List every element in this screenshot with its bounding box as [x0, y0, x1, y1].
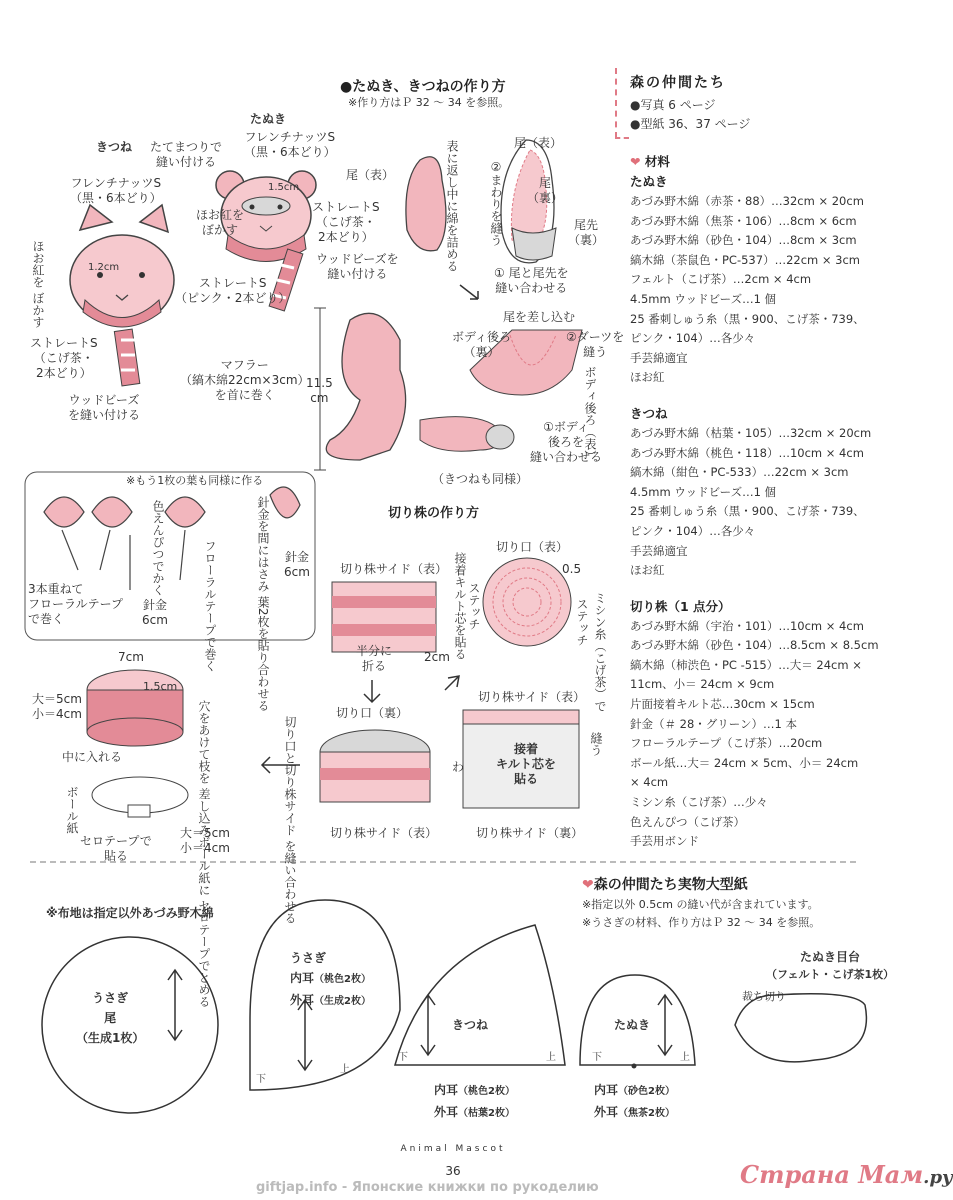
rabbit-ear-label: うさぎ 内耳（桃色2枚） 外耳（生成2枚） — [290, 951, 371, 1007]
down-mark: 下 — [592, 1052, 602, 1063]
sew-side-label: 切り口と切り株サイド を縫い合わせる — [283, 716, 297, 924]
material-line: あづみ野木綿（赤茶・88）…32cm × 20cm — [630, 194, 864, 208]
material-line: あづみ野木綿（砂色・104）…8.5cm × 8.5cm — [630, 638, 879, 653]
heart-icon: ❤ — [582, 877, 594, 893]
tanuki-label-2: フレンチナッツS （黒・6本どり） — [244, 130, 336, 159]
wire-6b-label: 針金 6cm — [142, 598, 168, 627]
material-line: 縞木綿（茶鼠色・PC-537）…22cm × 3cm — [630, 252, 861, 267]
tail-outside-label: 尾（表） — [514, 136, 563, 150]
fox-label-1: フレンチナッツS （黒・6本どり） — [70, 176, 162, 205]
tanuki-title: たぬき — [250, 112, 287, 126]
tanuki-ear-parts: 内耳（砂色2枚） 外耳（焦茶2枚） — [594, 1083, 675, 1119]
insert-label: 尾を差し込む — [503, 310, 576, 324]
height-label: 11.5 cm — [306, 376, 333, 405]
leaf-note: ※もう1枚の葉も同様に作る — [126, 474, 264, 487]
material-line: ミシン糸（こげ茶）…少々 — [630, 795, 768, 810]
tanuki-label-1: たてまつりで 縫い付ける — [150, 140, 223, 169]
up-mark: 上 — [546, 1052, 556, 1063]
tail-label: 尾（表） — [346, 168, 395, 182]
hole-label: 穴をあけて枝を 差し込みボール紙に セロテープでとめる — [197, 700, 211, 1008]
color-label: 色えんぴつでかく — [151, 500, 165, 596]
side-ura-label: 切り株サイド（裏） — [476, 826, 584, 840]
sidebar-title: 森の仲間たち — [630, 75, 726, 91]
machine-label: ミシン糸（こげ茶）で — [593, 592, 607, 712]
eye-label: たぬき目台 （フェルト・こげ茶1枚） — [766, 950, 895, 981]
patterns-note-2: ※うさぎの材料、作り方はＰ 32 ～ 34 を参照。 — [582, 916, 821, 929]
tail-back-label: 尾 （裏） — [527, 176, 564, 205]
down-mark: 下 — [256, 1074, 266, 1085]
wa-label: わ — [452, 760, 465, 774]
board-label: ボール紙 — [65, 786, 79, 834]
material-line: 4.5mm ウッドビーズ…1 個 — [630, 484, 777, 499]
put-in-label: 中に入れる — [62, 750, 123, 764]
fox-ear-label: きつね — [452, 1018, 489, 1032]
page-number: 36 — [445, 1164, 461, 1178]
material-line: 片面接着キルト芯…30cm × 15cm — [630, 697, 815, 712]
material-line: フローラルテープ（こげ茶）…20cm — [630, 736, 823, 751]
patterns-note-1: ※指定以外 0.5cm の縫い代が含まれています。 — [582, 898, 819, 911]
tape-label: セロテープで 貼る — [80, 834, 152, 863]
dim-05-label: 0.5 — [562, 562, 582, 576]
material-line: あづみ野木綿（砂色・104）…8cm × 3cm — [630, 233, 857, 248]
dim-15-label: 1.5cm — [143, 680, 178, 693]
photo-ref: ●写真 6 ページ — [630, 98, 716, 112]
material-line: フェルト（こげ茶）…2cm × 4cm — [630, 272, 812, 287]
quilt2-label: 接着 キルト芯を 貼る — [496, 742, 556, 786]
stuff-label: 表に返し中に綿を詰める — [445, 140, 459, 272]
material-line: あづみ野木綿（枯葉・105）…32cm × 20cm — [630, 425, 872, 440]
material-line: 11cm、小＝ 24cm × 9cm — [630, 677, 775, 692]
fox-label-4: ストレートS （ピンク・2本どり） — [175, 276, 291, 305]
side-front-label: 切り株サイド（表） — [340, 562, 448, 576]
logo: Страна Мам.ру — [740, 1160, 953, 1189]
cut-label: 裁ち切り — [742, 990, 786, 1003]
cut-back-label: 切り口（裏） — [336, 706, 409, 720]
tanuki-label-6: ウッドビーズを 縫い付ける — [316, 252, 399, 281]
fox-label-size: 1.2cm — [88, 262, 120, 273]
material-line: 縞木綿（柿渋色・PC -515）…大＝ 24cm × — [630, 657, 862, 672]
fox-label-5: ストレートS （こげ茶・ 2本どり） — [30, 336, 98, 380]
pattern-ref: ●型紙 36、37 ページ — [630, 117, 751, 131]
material-line: 4.5mm ウッドビーズ…1 個 — [630, 291, 777, 306]
material-line: 縞木綿（紺色・PC-533）…22cm × 3cm — [630, 465, 849, 480]
material-line: あづみ野木綿（焦茶・106）…8cm × 6cm — [630, 213, 857, 228]
half-label: 半分に 折る — [356, 644, 393, 673]
material-line: 手芸綿適宜 — [630, 543, 688, 558]
rabbit-tail-label: うさぎ 尾 （生成1枚） — [76, 991, 145, 1045]
body-back-label: ボディ後ろ （裏） — [452, 330, 512, 359]
reference-note: ※作り方はＰ 32 ～ 34 を参照。 — [348, 96, 510, 109]
patterns-title: ❤森の仲間たち実物大型紙 — [582, 877, 748, 893]
materials-group-stump-name: 切り株（1 点分） — [630, 598, 731, 614]
quilt-label: 接着キルト芯を貼る — [453, 552, 467, 660]
heart-icon: ❤ — [630, 154, 641, 169]
tanuki-label-5: ストレートS （こげ茶・ 2本どり） — [312, 200, 380, 244]
series-label: Animal Mascot — [400, 1144, 506, 1154]
dim-2-label: 2cm — [424, 650, 450, 664]
side-back2-label: 切り株サイド（表） — [478, 690, 586, 704]
material-line: あづみ野木綿（桃色・118）…10cm × 4cm — [630, 445, 864, 460]
up-mark: 上 — [680, 1052, 690, 1063]
fox-label-6: ウッドビーズ を縫い付ける — [68, 393, 141, 422]
section-title: ●たぬき、きつねの作り方 — [340, 79, 506, 95]
material-line: × 4cm — [630, 775, 669, 790]
material-line: 手芸用ボンド — [630, 834, 699, 849]
dart-label: ②ダーツを 縫う — [566, 330, 625, 359]
same-label: （きつねも同様） — [432, 472, 529, 486]
stitch-label: ステッチ — [467, 582, 481, 630]
material-line: 手芸綿適宜 — [630, 350, 688, 365]
floral-label: フローラルテープで巻く — [203, 540, 217, 672]
fox-ear-parts: 内耳（桃色2枚） 外耳（枯葉2枚） — [434, 1083, 515, 1119]
source-watermark: giftjap.info - Японские книжки по рукоделию — [256, 1180, 599, 1195]
fabric-note: ※布地は指定以外あづみ野木綿 — [46, 906, 214, 920]
big-label: 大＝5cm 小＝4cm — [32, 692, 82, 721]
join-label: ①ボディ 後ろを 縫い合わせる — [530, 420, 603, 464]
materials-title: ❤ 材料 — [630, 154, 670, 169]
up-mark: 上 — [340, 1064, 350, 1075]
material-line: 色えんぴつ（こげ茶） — [630, 814, 745, 829]
side-back-label: 切り株サイド（表） — [330, 826, 438, 840]
materials-group-fox-name: きつね — [630, 405, 668, 421]
material-line: 25 番刺しゅう糸（黒・900、こげ茶・739、 — [630, 311, 865, 326]
big2-label: 大＝5cm 小＝4cm — [180, 826, 230, 855]
material-line: 針金（＃ 28・グリーン）…1 本 — [630, 716, 798, 731]
wire-clip-label: 針金を間にはさみ 葉2枚を貼り合わせる — [256, 496, 270, 712]
material-line: ピンク・104）…各少々 — [630, 331, 756, 346]
material-line: ほお紅 — [630, 370, 665, 385]
fox-title: きつね — [96, 140, 133, 154]
step2-label: ②まわりを縫う — [489, 160, 503, 246]
material-line: あづみ野木綿（宇治・101）…10cm × 4cm — [630, 618, 864, 633]
fox-label-blush: ほお紅を ぼかす — [31, 240, 45, 328]
materials-group-tanuki-name: たぬき — [630, 174, 668, 189]
cut-front-label: 切り口（表） — [496, 540, 569, 554]
tanuki-label-size: 1.5cm — [268, 182, 300, 193]
material-line: 25 番刺しゅう糸（黒・900、こげ茶・739、 — [630, 504, 865, 519]
tanuki-label-blush: ほお紅を ぼかす — [196, 208, 245, 237]
material-line: ほお紅 — [630, 563, 665, 578]
step1-label: ① 尾と尾先を 縫い合わせる — [494, 266, 569, 295]
stump-title: 切り株の作り方 — [388, 506, 480, 521]
material-line: ピンク・104）…各少々 — [630, 523, 756, 538]
three-label: 3本重ねて フローラルテープ で巻く — [28, 582, 124, 626]
machine-stitch-label: ステッチ — [575, 598, 589, 646]
dim-7-label: 7cm — [118, 650, 144, 664]
body-back-front-label: ボディ後ろ（表） — [583, 366, 597, 462]
tanuki-ear-label: たぬき — [614, 1018, 651, 1032]
fox-label-7: マフラー （縞木綿22cm×3cm） を首に巻く — [180, 358, 310, 402]
sew-label: 縫う — [589, 732, 603, 756]
wire-6-label: 針金 6cm — [284, 550, 310, 579]
down-mark: 下 — [398, 1052, 408, 1063]
tip-label: 尾先 （裏） — [568, 218, 605, 247]
material-line: ボール紙…大＝ 24cm × 5cm、小＝ 24cm — [630, 755, 859, 770]
